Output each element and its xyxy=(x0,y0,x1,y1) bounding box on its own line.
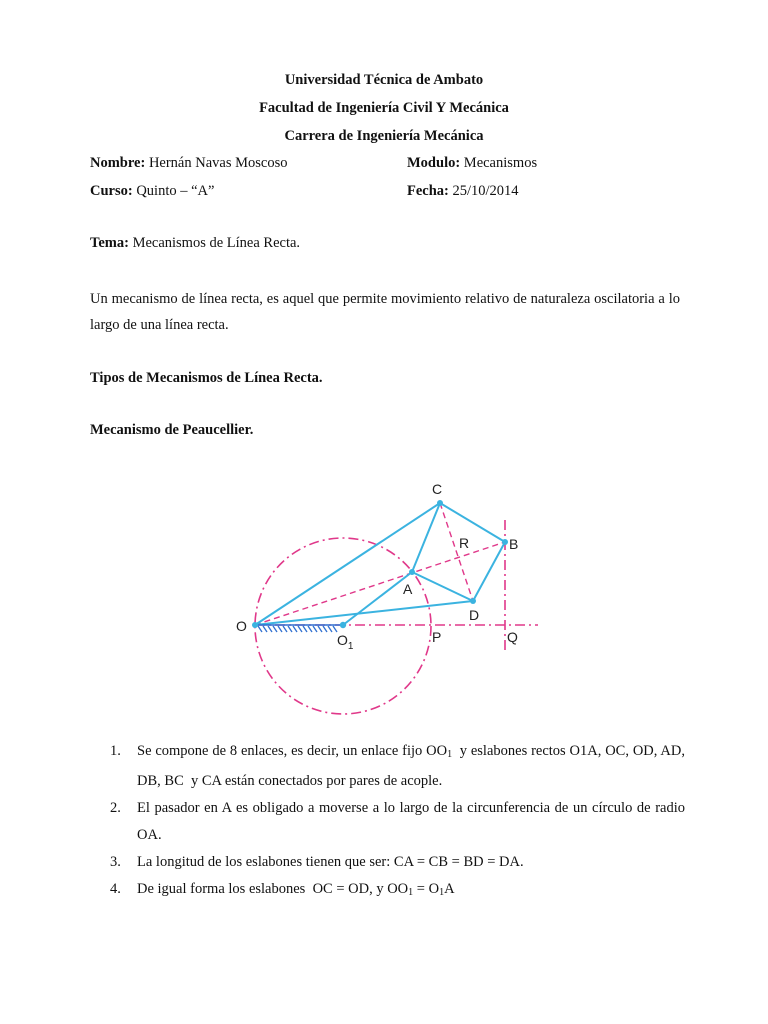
point-b xyxy=(502,539,508,545)
list-item xyxy=(110,876,685,906)
tema-label: Tema: xyxy=(90,235,129,251)
list-text: El pasador en A es obligado a moverse a lo largo de la circunferencia de un círculo de radio OA. xyxy=(137,800,685,843)
subsection-title: Mecanismo de Peaucellier. xyxy=(90,422,254,438)
point-a xyxy=(409,569,415,575)
tema-value: Mecanismos de Línea Recta. xyxy=(132,235,301,251)
list-number: 2. xyxy=(110,800,121,816)
label-q: Q xyxy=(507,629,518,645)
label-d: D xyxy=(469,607,480,623)
list-item xyxy=(110,849,685,876)
list-text: De igual forma los eslabones OC = OD, y $OO_1 = O_1A$ xyxy=(137,881,455,898)
label-r: R xyxy=(459,535,470,551)
fecha-label: Fecha: xyxy=(407,183,449,199)
list-number: 1. xyxy=(110,743,121,759)
link-ad xyxy=(412,572,473,601)
label-a: A xyxy=(403,581,413,597)
label-o1: $O_1$ xyxy=(337,632,354,652)
dashed-c-d xyxy=(440,503,473,601)
section-title: Tipos de Mecanismos de Línea Recta. xyxy=(90,370,323,386)
label-o: O xyxy=(236,618,247,634)
fecha-value: 25/10/2014 xyxy=(452,183,519,199)
properties-list xyxy=(110,738,689,906)
curso-value: Quinto – “A” xyxy=(136,183,215,199)
point-o1 xyxy=(340,622,346,628)
ground-link-hatch xyxy=(255,625,343,632)
point-o xyxy=(252,622,258,628)
label-b: B xyxy=(509,536,519,552)
list-number: 4. xyxy=(110,881,121,897)
faculty-title: Facultad de Ingeniería Civil Y Mecánica xyxy=(259,100,509,116)
career-title: Carrera de Ingeniería Mecánica xyxy=(284,128,484,144)
modulo-value: Mecanismos xyxy=(463,155,538,171)
intro-paragraph: Un mecanismo de línea recta, es aquel que permite movimiento relativo de naturaleza oscilatoria a lo largo de una línea recta. xyxy=(90,291,680,333)
label-c: C xyxy=(432,481,443,497)
link-cb xyxy=(440,503,505,542)
list-item xyxy=(110,738,689,795)
list-item xyxy=(110,795,685,849)
modulo-label: Modulo: xyxy=(407,155,461,171)
point-c xyxy=(437,500,443,506)
nombre-value: Hernán Navas Moscoso xyxy=(148,155,288,171)
university-title: Universidad Técnica de Ambato xyxy=(284,72,484,88)
point-d xyxy=(470,598,476,604)
nombre-label: Nombre: xyxy=(90,155,146,171)
curso-label: Curso: xyxy=(90,183,133,199)
link-o1a xyxy=(343,572,412,625)
list-text: La longitud de los eslabones tienen que ser: CA = CB = BD = DA. xyxy=(137,854,524,870)
list-number: 3. xyxy=(110,854,121,870)
list-text: Se compone de 8 enlaces, es decir, un enlace fijo $OO_1$ y eslabones rectos O1A, OC, OD, AD, DB, BC y CA están conectados por pares de acople. xyxy=(137,743,689,789)
label-p: P xyxy=(432,629,442,645)
